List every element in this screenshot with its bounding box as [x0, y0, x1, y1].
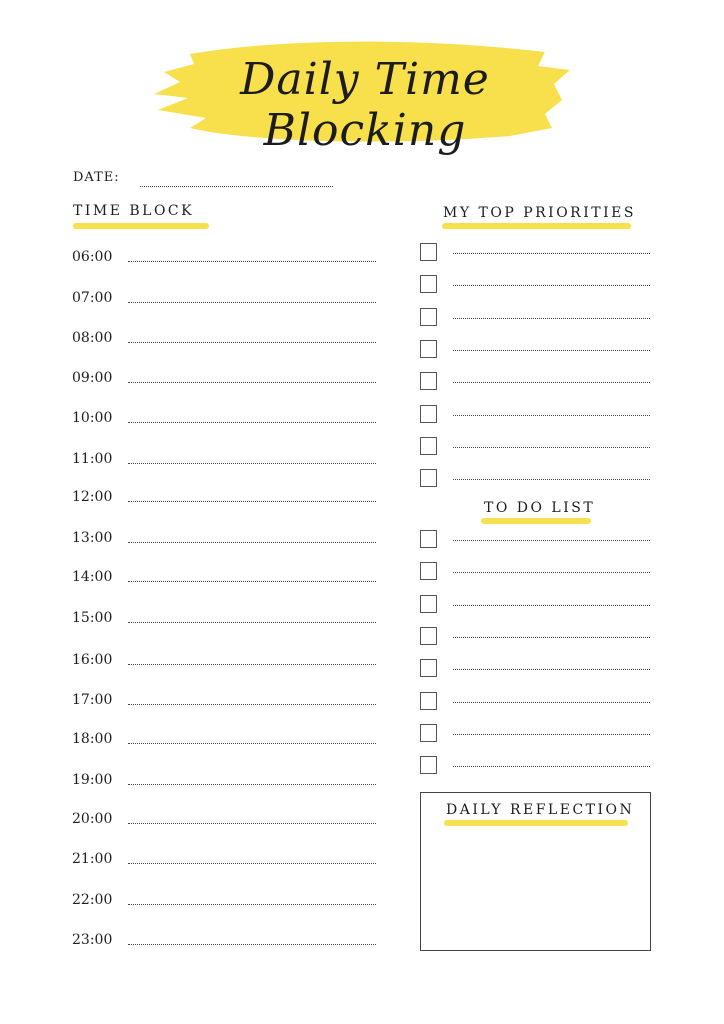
priority-checkbox[interactable]: [420, 437, 437, 455]
priority-checkbox[interactable]: [420, 308, 437, 326]
time-label: 20:00: [72, 811, 113, 827]
todo-checkbox[interactable]: [420, 530, 437, 548]
todo-underline: [481, 518, 591, 524]
priority-entry-line[interactable]: [453, 350, 650, 351]
time-entry-line[interactable]: [128, 784, 376, 785]
time-entry-line[interactable]: [128, 463, 376, 464]
time-label: 09:00: [72, 370, 113, 386]
time-label: 12:00: [72, 489, 113, 505]
time-label: 08:00: [72, 330, 113, 346]
priority-entry-line[interactable]: [453, 253, 650, 254]
time-entry-line[interactable]: [128, 302, 376, 303]
time-label: 10:00: [72, 410, 113, 426]
todo-checkbox[interactable]: [420, 562, 437, 580]
time-label: 18:00: [72, 731, 113, 747]
priority-checkbox[interactable]: [420, 469, 437, 487]
priority-entry-line[interactable]: [453, 285, 650, 286]
time-entry-line[interactable]: [128, 904, 376, 905]
time-label: 14:00: [72, 569, 113, 585]
todo-checkbox[interactable]: [420, 756, 437, 774]
todo-entry-line[interactable]: [453, 637, 650, 638]
time-entry-line[interactable]: [128, 704, 376, 705]
priority-checkbox[interactable]: [420, 243, 437, 261]
todo-checkbox[interactable]: [420, 692, 437, 710]
todo-entry-line[interactable]: [453, 669, 650, 670]
page-title: Daily Time Blocking: [240, 54, 490, 156]
todo-entry-line[interactable]: [453, 702, 650, 703]
priority-checkbox[interactable]: [420, 405, 437, 423]
todo-checkbox[interactable]: [420, 724, 437, 742]
time-entry-line[interactable]: [128, 342, 376, 343]
time-label: 15:00: [72, 610, 113, 626]
time-entry-line[interactable]: [128, 542, 376, 543]
time-entry-line[interactable]: [128, 743, 376, 744]
todo-checkbox[interactable]: [420, 595, 437, 613]
reflection-heading: DAILY REFLECTION: [446, 802, 635, 818]
time-label: 19:00: [72, 772, 113, 788]
priorities-underline: [442, 223, 631, 229]
time-entry-line[interactable]: [128, 944, 376, 945]
time-entry-line[interactable]: [128, 382, 376, 383]
time-block-underline: [73, 223, 209, 229]
priority-entry-line[interactable]: [453, 447, 650, 448]
time-entry-line[interactable]: [128, 261, 376, 262]
priority-entry-line[interactable]: [453, 479, 650, 480]
priority-checkbox[interactable]: [420, 275, 437, 293]
time-label: 13:00: [72, 530, 113, 546]
priorities-heading: MY TOP PRIORITIES: [443, 205, 636, 221]
time-label: 06:00: [72, 249, 113, 265]
time-entry-line[interactable]: [128, 581, 376, 582]
time-entry-line[interactable]: [128, 422, 376, 423]
time-label: 17:00: [72, 692, 113, 708]
priority-checkbox[interactable]: [420, 372, 437, 390]
time-label: 11:00: [72, 451, 113, 467]
priority-entry-line[interactable]: [453, 318, 650, 319]
todo-entry-line[interactable]: [453, 572, 650, 573]
title-banner: [150, 32, 580, 156]
time-entry-line[interactable]: [128, 501, 376, 502]
time-label: 07:00: [72, 290, 113, 306]
priority-checkbox[interactable]: [420, 340, 437, 358]
todo-entry-line[interactable]: [453, 766, 650, 767]
todo-checkbox[interactable]: [420, 627, 437, 645]
todo-heading: TO DO LIST: [484, 500, 596, 516]
date-label: DATE:: [73, 170, 120, 185]
time-label: 22:00: [72, 892, 113, 908]
todo-entry-line[interactable]: [453, 605, 650, 606]
time-label: 23:00: [72, 932, 113, 948]
time-entry-line[interactable]: [128, 622, 376, 623]
time-entry-line[interactable]: [128, 863, 376, 864]
priority-entry-line[interactable]: [453, 415, 650, 416]
todo-entry-line[interactable]: [453, 734, 650, 735]
date-field[interactable]: [140, 186, 333, 187]
time-entry-line[interactable]: [128, 664, 376, 665]
time-label: 21:00: [72, 851, 113, 867]
time-entry-line[interactable]: [128, 823, 376, 824]
time-block-heading: TIME BLOCK: [73, 203, 195, 219]
time-label: 16:00: [72, 652, 113, 668]
priority-entry-line[interactable]: [453, 382, 650, 383]
todo-entry-line[interactable]: [453, 540, 650, 541]
todo-checkbox[interactable]: [420, 659, 437, 677]
reflection-underline: [444, 820, 628, 826]
